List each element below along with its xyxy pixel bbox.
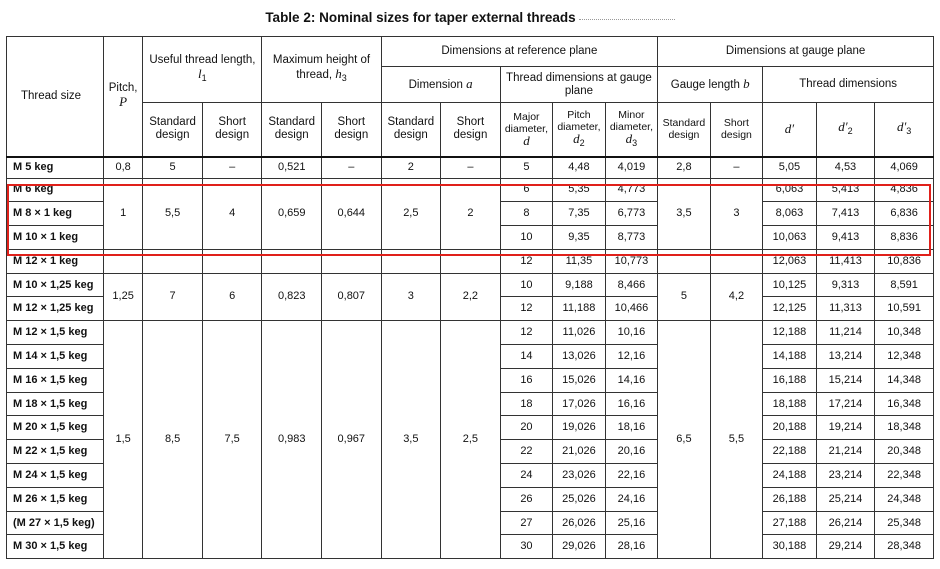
header-l1-short: Short design: [202, 103, 262, 157]
minor-diameter-cell: 24,16: [605, 487, 658, 511]
a-standard-cell: 3: [381, 273, 441, 321]
minor-diameter-cell: 10,466: [605, 297, 658, 321]
gauge-d3-cell: 10,348: [875, 321, 934, 345]
major-diameter-cell: 26: [500, 487, 553, 511]
pitch-diameter-cell: 26,026: [553, 511, 606, 535]
gauge-d3-cell: 16,348: [875, 392, 934, 416]
taper-thread-table: [6, 36, 934, 559]
major-diameter-cell: 20: [500, 416, 553, 440]
gauge-d-cell: 14,188: [763, 345, 817, 369]
header-gauge-plane: Dimensions at gauge plane: [658, 37, 934, 67]
major-diameter-cell: 8: [500, 202, 553, 226]
l1-standard-cell: 8,5: [143, 321, 203, 559]
gauge-d2-cell: 21,214: [816, 440, 875, 464]
major-diameter-cell: 18: [500, 392, 553, 416]
table-row: [7, 178, 934, 202]
b-short-cell: 4,2: [710, 273, 763, 321]
gauge-d2-cell: 19,214: [816, 416, 875, 440]
header-a-standard: Standard design: [381, 103, 441, 157]
thread-size-cell: M 30 × 1,5 keg: [7, 535, 104, 559]
thread-size-cell: M 12 × 1,5 keg: [7, 321, 104, 345]
header-b-short: Short design: [710, 103, 763, 157]
a-short-cell: 2: [441, 178, 501, 249]
pitch-cell: 1,25: [103, 273, 142, 321]
gauge-d2-cell: 11,413: [816, 249, 875, 273]
gauge-d3-cell: 4,836: [875, 178, 934, 202]
h3-standard-cell: 0,983: [262, 321, 322, 559]
header-dimension-a: Dimension a: [381, 67, 500, 103]
pitch-diameter-cell: 11,35: [553, 249, 606, 273]
pitch-cell: 0,8: [103, 157, 142, 179]
header-minor-diameter: Minor diameter, d3: [605, 103, 658, 157]
gauge-d-cell: 20,188: [763, 416, 817, 440]
gauge-d3-cell: 20,348: [875, 440, 934, 464]
gauge-d3-cell: 10,836: [875, 249, 934, 273]
gauge-d2-cell: 29,214: [816, 535, 875, 559]
b-standard-cell: 2,8: [658, 157, 711, 179]
gauge-d-cell: 5,05: [763, 157, 817, 179]
major-diameter-cell: 5: [500, 157, 553, 179]
thread-size-cell: M 10 × 1 keg: [7, 226, 104, 250]
header-a-short: Short design: [441, 103, 501, 157]
pitch-diameter-cell: 7,35: [553, 202, 606, 226]
minor-diameter-cell: 8,466: [605, 273, 658, 297]
pitch-diameter-cell: 15,026: [553, 368, 606, 392]
l1-short-cell: 6: [202, 273, 262, 321]
header-thread-dims: Thread dimensions: [763, 67, 934, 103]
major-diameter-cell: 12: [500, 249, 553, 273]
gauge-d2-cell: 9,413: [816, 226, 875, 250]
header-major-diameter: Major diameter, d: [500, 103, 553, 157]
minor-diameter-cell: 28,16: [605, 535, 658, 559]
pitch-cell: 1: [103, 178, 142, 249]
minor-diameter-cell: 16,16: [605, 392, 658, 416]
header-gauge-d: d′: [763, 103, 817, 157]
b-short-cell: 3: [710, 178, 763, 249]
b-short-cell: 5,5: [710, 321, 763, 559]
pitch-diameter-cell: 21,026: [553, 440, 606, 464]
thread-size-cell: M 5 keg: [7, 157, 104, 179]
thread-size-cell: M 14 × 1,5 keg: [7, 345, 104, 369]
l1-short-cell: –: [202, 157, 262, 179]
pitch-diameter-cell: 17,026: [553, 392, 606, 416]
gauge-d3-cell: 18,348: [875, 416, 934, 440]
b-standard-cell: 5: [658, 273, 711, 321]
gauge-d2-cell: 15,214: [816, 368, 875, 392]
major-diameter-cell: 6: [500, 178, 553, 202]
pitch-diameter-cell: 25,026: [553, 487, 606, 511]
thread-size-cell: M 12 × 1 keg: [7, 249, 104, 273]
gauge-d3-cell: 25,348: [875, 511, 934, 535]
a-short-cell: 2,5: [441, 321, 501, 559]
h3-standard-cell: 0,823: [262, 273, 322, 321]
minor-diameter-cell: 12,16: [605, 345, 658, 369]
thread-size-cell: M 6 keg: [7, 178, 104, 202]
gauge-d-cell: 18,188: [763, 392, 817, 416]
header-thread-size: Thread size: [7, 37, 104, 157]
gauge-d2-cell: 5,413: [816, 178, 875, 202]
gauge-d3-cell: 14,348: [875, 368, 934, 392]
gauge-d3-cell: 8,836: [875, 226, 934, 250]
gauge-d-cell: 12,125: [763, 297, 817, 321]
minor-diameter-cell: 14,16: [605, 368, 658, 392]
gauge-d2-cell: 9,313: [816, 273, 875, 297]
thread-size-cell: (M 27 × 1,5 keg): [7, 511, 104, 535]
gauge-d3-cell: 10,591: [875, 297, 934, 321]
h3-standard-cell: 0,659: [262, 178, 322, 249]
pitch-diameter-cell: 5,35: [553, 178, 606, 202]
header-h3-short: Short design: [322, 103, 382, 157]
l1-standard-cell: [143, 249, 203, 273]
h3-short-cell: 0,807: [322, 273, 382, 321]
thread-size-cell: M 24 × 1,5 keg: [7, 464, 104, 488]
header-gauge-d3: $d'_3$: [875, 103, 934, 157]
gauge-d3-cell: 4,069: [875, 157, 934, 179]
h3-short-cell: [322, 249, 382, 273]
b-standard-cell: [658, 249, 711, 273]
gauge-d-cell: 26,188: [763, 487, 817, 511]
thread-size-cell: M 8 × 1 keg: [7, 202, 104, 226]
minor-diameter-cell: 20,16: [605, 440, 658, 464]
pitch-diameter-cell: 4,48: [553, 157, 606, 179]
l1-short-cell: [202, 249, 262, 273]
minor-diameter-cell: 6,773: [605, 202, 658, 226]
thread-size-cell: M 20 × 1,5 keg: [7, 416, 104, 440]
l1-short-cell: 7,5: [202, 321, 262, 559]
gauge-d-cell: 30,188: [763, 535, 817, 559]
thread-size-cell: M 12 × 1,25 keg: [7, 297, 104, 321]
gauge-d2-cell: 17,214: [816, 392, 875, 416]
gauge-d2-cell: 13,214: [816, 345, 875, 369]
h3-short-cell: 0,644: [322, 178, 382, 249]
thread-size-cell: M 26 × 1,5 keg: [7, 487, 104, 511]
a-standard-cell: 2: [381, 157, 441, 179]
gauge-d-cell: 24,188: [763, 464, 817, 488]
gauge-d2-cell: 25,214: [816, 487, 875, 511]
minor-diameter-cell: 8,773: [605, 226, 658, 250]
header-h3-standard: Standard design: [262, 103, 322, 157]
major-diameter-cell: 22: [500, 440, 553, 464]
gauge-d-cell: 12,063: [763, 249, 817, 273]
pitch-cell: [103, 249, 142, 273]
pitch-diameter-cell: 9,35: [553, 226, 606, 250]
major-diameter-cell: 27: [500, 511, 553, 535]
gauge-d2-cell: 4,53: [816, 157, 875, 179]
gauge-d-cell: 8,063: [763, 202, 817, 226]
minor-diameter-cell: 10,773: [605, 249, 658, 273]
pitch-diameter-cell: 11,026: [553, 321, 606, 345]
l1-standard-cell: 5,5: [143, 178, 203, 249]
header-pitch-diameter: Pitch diameter, d2: [553, 103, 606, 157]
a-short-cell: –: [441, 157, 501, 179]
pitch-diameter-cell: 11,188: [553, 297, 606, 321]
major-diameter-cell: 10: [500, 226, 553, 250]
l1-standard-cell: 5: [143, 157, 203, 179]
pitch-cell: 1,5: [103, 321, 142, 559]
a-standard-cell: [381, 249, 441, 273]
gauge-d3-cell: 8,591: [875, 273, 934, 297]
gauge-d-cell: 16,188: [763, 368, 817, 392]
header-pitch: Pitch, P: [103, 37, 142, 157]
thread-size-cell: M 10 × 1,25 keg: [7, 273, 104, 297]
minor-diameter-cell: 10,16: [605, 321, 658, 345]
header-l1-standard: Standard design: [143, 103, 203, 157]
pitch-diameter-cell: 23,026: [553, 464, 606, 488]
a-short-cell: 2,2: [441, 273, 501, 321]
table-row: [7, 321, 934, 345]
major-diameter-cell: 14: [500, 345, 553, 369]
thread-size-cell: M 18 × 1,5 keg: [7, 392, 104, 416]
major-diameter-cell: 24: [500, 464, 553, 488]
l1-short-cell: 4: [202, 178, 262, 249]
major-diameter-cell: 10: [500, 273, 553, 297]
minor-diameter-cell: 22,16: [605, 464, 658, 488]
gauge-d-cell: 10,125: [763, 273, 817, 297]
header-thread-dims-gauge: Thread dimensions at gauge plane: [500, 67, 658, 103]
minor-diameter-cell: 25,16: [605, 511, 658, 535]
table-row: [7, 273, 934, 297]
pitch-diameter-cell: 13,026: [553, 345, 606, 369]
gauge-d-cell: 22,188: [763, 440, 817, 464]
gauge-d3-cell: 22,348: [875, 464, 934, 488]
h3-short-cell: –: [322, 157, 382, 179]
a-standard-cell: 3,5: [381, 321, 441, 559]
minor-diameter-cell: 18,16: [605, 416, 658, 440]
gauge-d-cell: 12,188: [763, 321, 817, 345]
thread-size-cell: M 16 × 1,5 keg: [7, 368, 104, 392]
pitch-diameter-cell: 9,188: [553, 273, 606, 297]
gauge-d3-cell: 6,836: [875, 202, 934, 226]
l1-standard-cell: 7: [143, 273, 203, 321]
b-short-cell: [710, 249, 763, 273]
thread-size-cell: M 22 × 1,5 keg: [7, 440, 104, 464]
header-ref-plane: Dimensions at reference plane: [381, 37, 658, 67]
major-diameter-cell: 30: [500, 535, 553, 559]
gauge-d-cell: 6,063: [763, 178, 817, 202]
header-gauge-length: Gauge length b: [658, 67, 763, 103]
gauge-d3-cell: 12,348: [875, 345, 934, 369]
h3-standard-cell: 0,521: [262, 157, 322, 179]
minor-diameter-cell: 4,773: [605, 178, 658, 202]
gauge-d2-cell: 7,413: [816, 202, 875, 226]
gauge-d2-cell: 23,214: [816, 464, 875, 488]
table-row: [7, 157, 934, 179]
gauge-d2-cell: 11,214: [816, 321, 875, 345]
gauge-d-cell: 10,063: [763, 226, 817, 250]
b-standard-cell: 6,5: [658, 321, 711, 559]
major-diameter-cell: 12: [500, 321, 553, 345]
gauge-d2-cell: 26,214: [816, 511, 875, 535]
h3-short-cell: 0,967: [322, 321, 382, 559]
major-diameter-cell: 16: [500, 368, 553, 392]
b-standard-cell: 3,5: [658, 178, 711, 249]
pitch-diameter-cell: 19,026: [553, 416, 606, 440]
h3-standard-cell: [262, 249, 322, 273]
header-gauge-d2: $d'_2$: [816, 103, 875, 157]
major-diameter-cell: 12: [500, 297, 553, 321]
pitch-diameter-cell: 29,026: [553, 535, 606, 559]
table-row: [7, 249, 934, 273]
gauge-d-cell: 27,188: [763, 511, 817, 535]
a-standard-cell: 2,5: [381, 178, 441, 249]
b-short-cell: –: [710, 157, 763, 179]
gauge-d3-cell: 24,348: [875, 487, 934, 511]
header-max-height: Maximum height of thread, $h_3$: [262, 37, 381, 103]
a-short-cell: [441, 249, 501, 273]
header-b-standard: Standard design: [658, 103, 711, 157]
minor-diameter-cell: 4,019: [605, 157, 658, 179]
header-useful-length: Useful thread length, $l_1$: [143, 37, 262, 103]
gauge-d2-cell: 11,313: [816, 297, 875, 321]
gauge-d3-cell: 28,348: [875, 535, 934, 559]
table-title: Table 2: Nominal sizes for taper external threads: [0, 10, 940, 25]
